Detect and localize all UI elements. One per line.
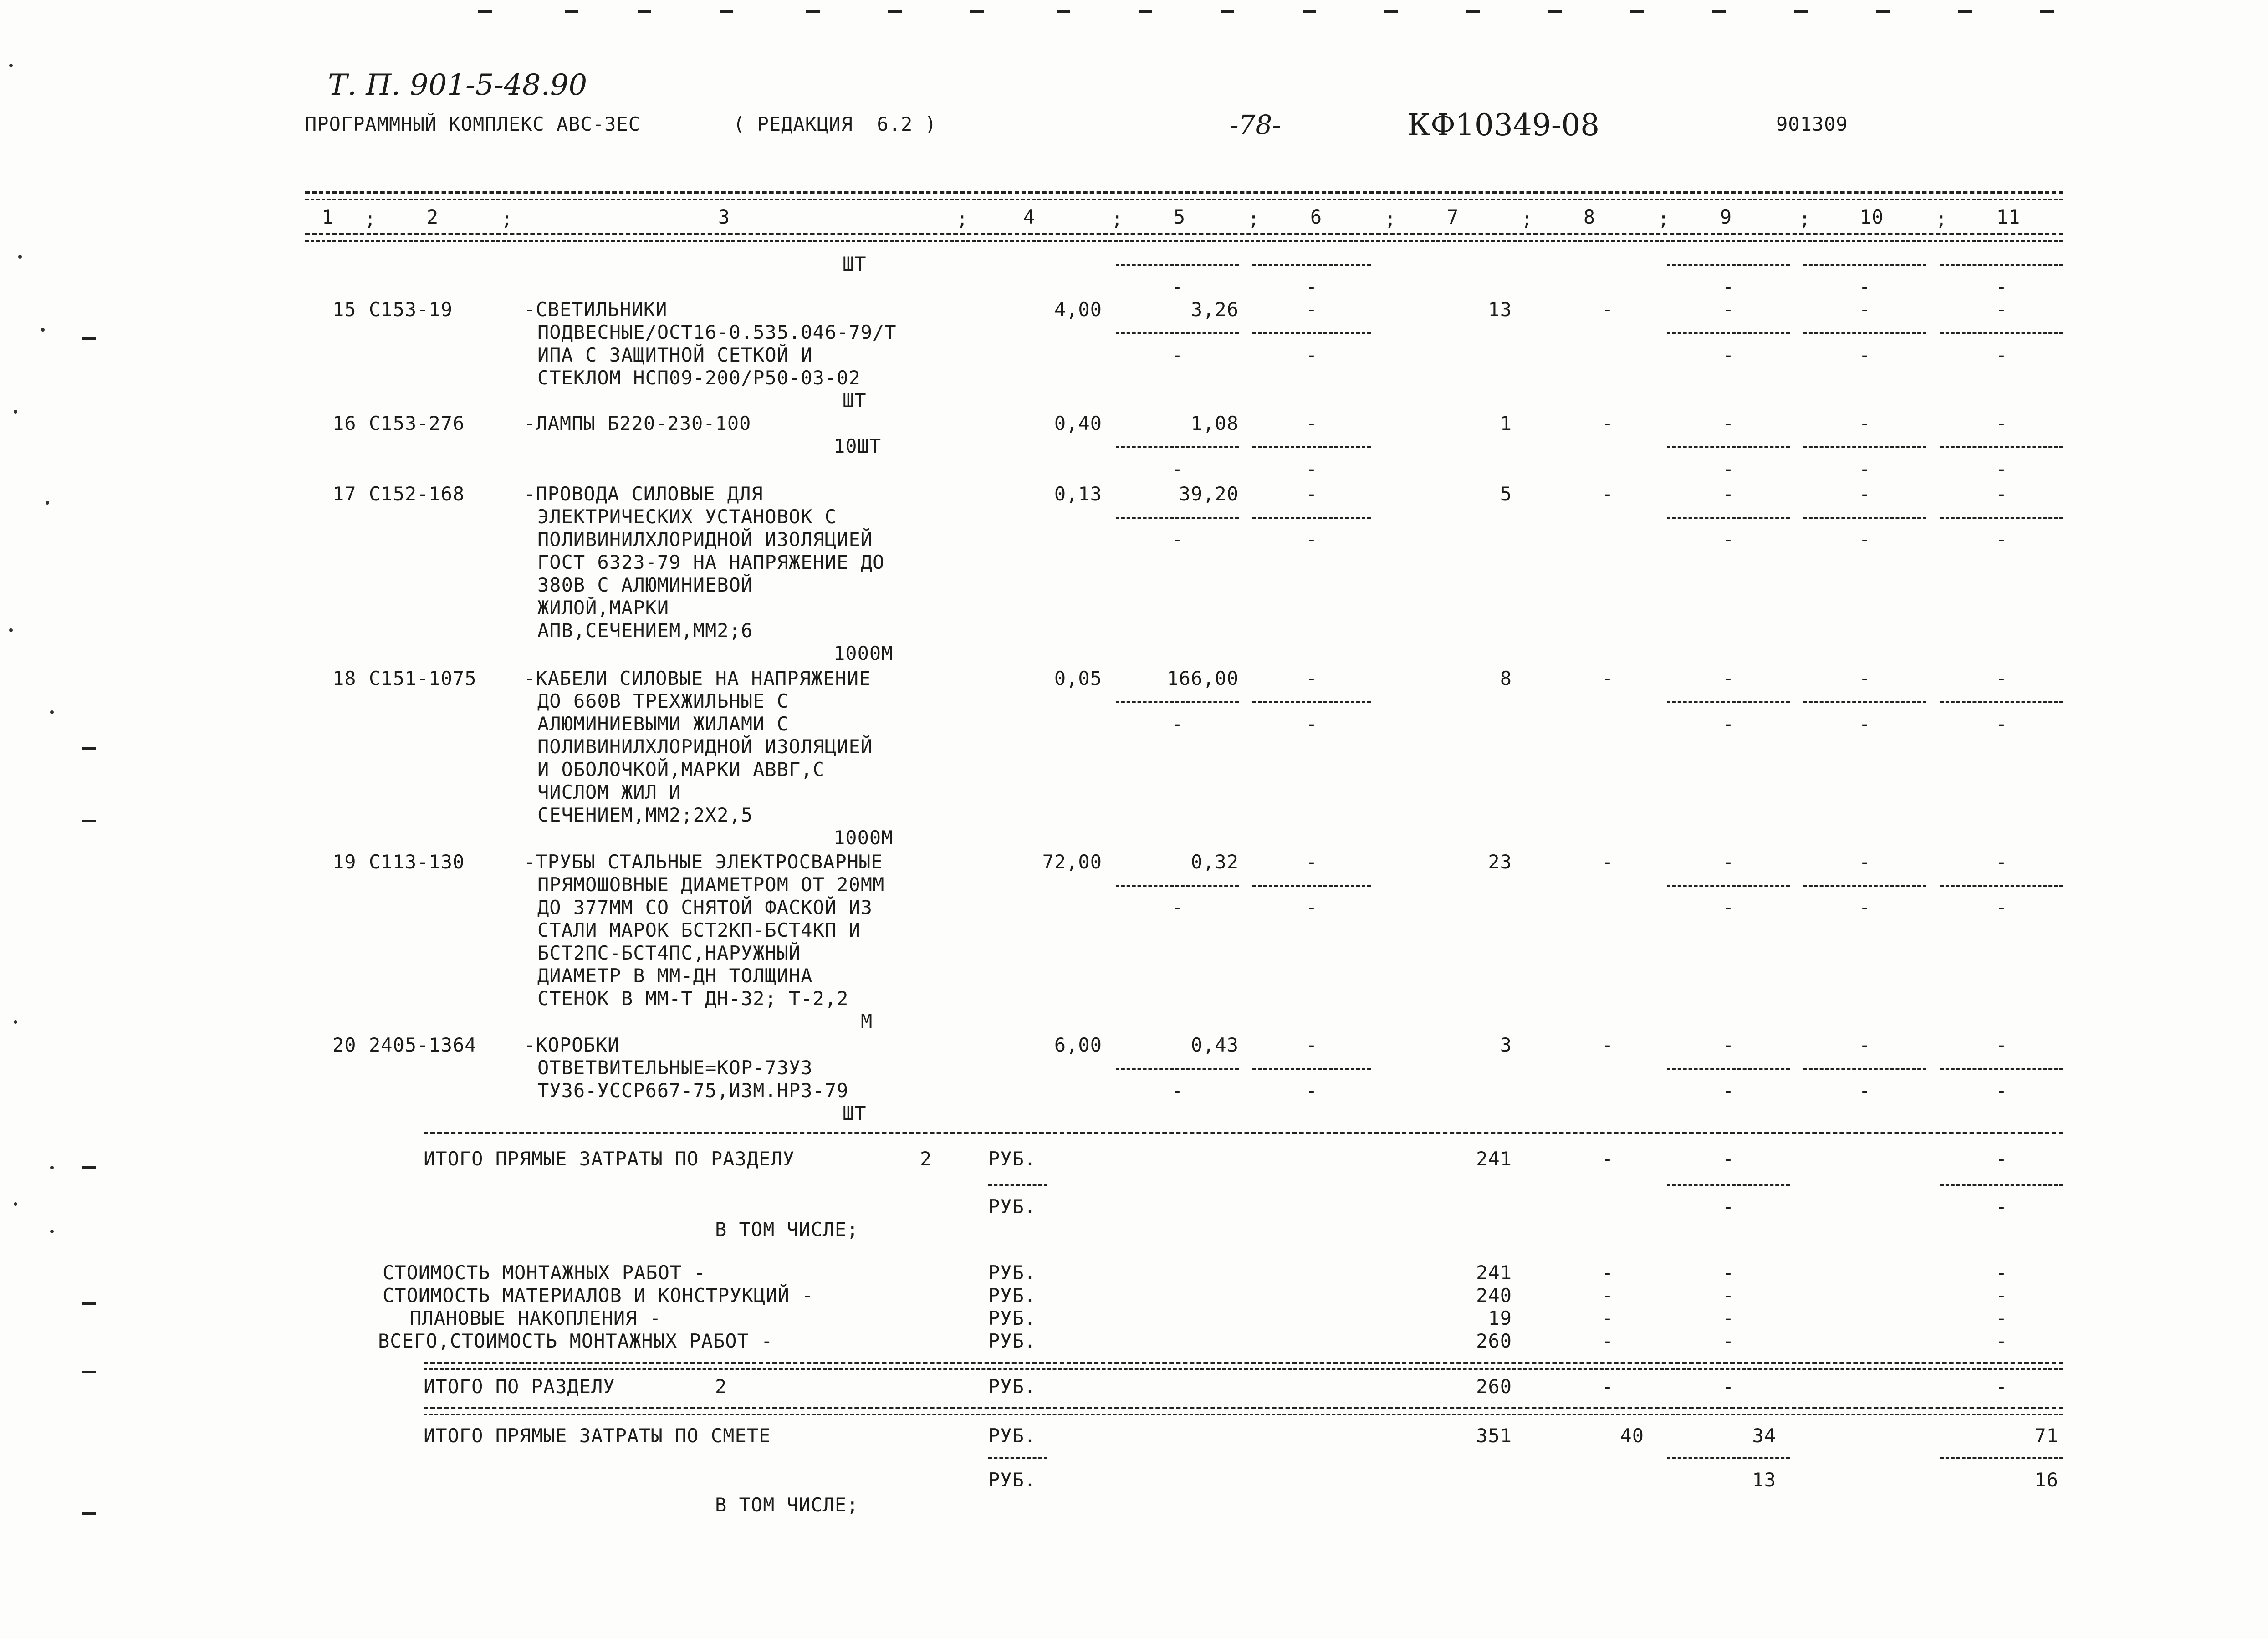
estimate-col9: 34 [1752,1425,1776,1447]
c11: - [1995,1330,2008,1352]
row-rule [1116,332,1239,334]
item-total: 8 [1500,667,1512,689]
row-rule [1252,446,1371,448]
c9: - [1722,1307,1735,1329]
item-qty: 0,40 [1054,412,1102,434]
section-rule2 [424,1368,2063,1370]
item-desc-line: ИПА С ЗАЩИТНОЙ СЕТКОЙ И [537,344,813,366]
c11-bottom: - [1995,896,2008,919]
c6: - [1305,667,1318,689]
c11: - [1995,851,2008,873]
c10-top: - [1859,458,1871,480]
item-desc-line: ОТВЕТВИТЕЛЬНЫЕ=КОР-73У3 [537,1057,813,1079]
rub-label: РУБ. [988,1195,1037,1218]
row-rule [1116,446,1239,448]
breakdown-label: СТОИМОСТЬ МОНТАЖНЫХ РАБОТ - [383,1261,706,1284]
c8: - [1601,412,1614,434]
c11-sub: - [1995,1195,2008,1218]
c11: - [1995,483,2008,505]
c8: - [1601,1330,1614,1352]
col-header-4: 4 [1023,206,1036,228]
c11-top: - [1995,276,2008,298]
row-rule [1803,1068,1926,1070]
section-total-value: 260 [1476,1375,1512,1398]
estimate-rule2 [424,1414,2063,1415]
item-desc-line: 380В С АЛЮМИНИЕВОЙ [537,574,753,596]
c9: - [1722,1261,1735,1284]
item-desc-line: И ОБОЛОЧКОЙ,МАРКИ АВВГ,С [537,758,825,781]
item-price: 0,43 [1190,1034,1239,1056]
item-no: 20 [332,1034,357,1056]
c11: - [1995,1284,2008,1307]
c5-bottom: - [1171,528,1184,551]
item-qty: 6,00 [1054,1034,1102,1056]
c10-bottom: - [1859,1079,1871,1102]
item-desc-line: ДИАМЕТР В ММ-ДН ТОЛЩИНА [537,965,813,987]
item-desc-line: ЭЛЕКТРИЧЕСКИХ УСТАНОВОК С [537,505,837,528]
row-rule [1116,517,1239,519]
top-rule-c9 [1667,264,1790,266]
item-code: С113-130 [369,851,465,873]
item-no: 19 [332,851,357,873]
sub-rule [988,1184,1047,1186]
row-rule [1940,1068,2063,1070]
row-rule [1667,446,1790,448]
c9-sub: - [1722,1195,1735,1218]
c9-bottom: - [1722,528,1735,551]
item-code: С152-168 [369,483,465,505]
direct-total: 241 [1476,1148,1512,1170]
c6: - [1305,483,1318,505]
row-rule [1940,517,2063,519]
c9-bottom: - [1722,1079,1735,1102]
item-desc-line: ПРЯМОШОВНЫЕ ДИАМЕТРОМ ОТ 20ММ [537,873,885,896]
item-desc-line: ПОЛИВИНИЛХЛОРИДНОЙ ИЗОЛЯЦИЕЙ [537,735,873,758]
c8: - [1601,667,1614,689]
item-code: 2405-1364 [369,1034,477,1056]
col-sep: ; [1111,208,1124,230]
c8: - [1601,1261,1614,1284]
c8: - [1601,483,1614,505]
col-header-2: 2 [426,206,439,228]
item-price: 0,32 [1190,851,1239,873]
rub-label: РУБ. [988,1375,1037,1398]
row-rule [1667,332,1790,334]
item-desc-line: ГОСТ 6323-79 НА НАПРЯЖЕНИЕ ДО [537,551,885,573]
row-rule [1116,701,1239,703]
item-desc-line: ТУ36-УССР667-75,ИЗМ.НР3-79 [537,1079,849,1102]
rub-label: РУБ. [988,1469,1037,1491]
c10-bottom: - [1859,344,1871,366]
item-price: 39,20 [1179,483,1239,505]
item-no: 15 [332,298,357,321]
col-header-5: 5 [1173,206,1186,228]
item-total: 5 [1500,483,1512,505]
row-rule [1803,885,1926,887]
rub-label: РУБ. [988,1261,1037,1284]
item-desc-line: -ЛАМПЫ Б220-230-100 [524,412,751,434]
breakdown-value: 240 [1476,1284,1512,1307]
row-rule [1252,332,1371,334]
c5-top: - [1171,458,1184,480]
c10-top: - [1859,276,1871,298]
item-unit: 1000М [833,827,894,849]
row-rule [1252,701,1371,703]
col-header-8: 8 [1583,206,1596,228]
row-rule [1667,1068,1790,1070]
col-header-9: 9 [1720,206,1732,228]
c11: - [1995,1307,2008,1329]
c11-bottom: - [1995,344,2008,366]
item-unit: ШТ [843,1102,867,1124]
row-rule [1667,885,1790,887]
row-rule [1116,1068,1239,1070]
item-desc-line: -ТРУБЫ СТАЛЬНЫЕ ЭЛЕКТРОСВАРНЫЕ [524,851,883,873]
col-header-1: 1 [322,206,334,228]
item-qty: 0,13 [1054,483,1102,505]
top-rule-c11 [1940,264,2063,266]
c6-top: - [1305,276,1318,298]
c9: - [1722,483,1735,505]
c8: - [1601,1034,1614,1056]
c9: - [1722,412,1735,434]
row-rule [1803,446,1926,448]
c11: - [1995,667,2008,689]
estimate-col11: 71 [2034,1425,2059,1447]
c6-bottom: - [1305,896,1318,919]
c11: - [1995,1375,2008,1398]
row-rule [1940,885,2063,887]
c5-bottom: - [1171,896,1184,919]
c9-top: - [1722,276,1735,298]
including-label: В ТОМ ЧИСЛЕ; [715,1218,859,1241]
sub-rule [1667,1457,1790,1459]
c5-bottom: - [1171,713,1184,735]
item-price: 3,26 [1190,298,1239,321]
estimate-col8: 40 [1620,1425,1644,1447]
estimate-col9-sub: 13 [1752,1469,1776,1491]
col-sep: ; [501,208,513,230]
item-total: 23 [1488,851,1512,873]
item-total: 3 [1500,1034,1512,1056]
item-desc-line: -ПРОВОДА СИЛОВЫЕ ДЛЯ [524,483,763,505]
rub-label: РУБ. [988,1148,1037,1170]
c10: - [1859,667,1871,689]
c9: - [1722,667,1735,689]
item-no: 16 [332,412,357,434]
c6-bottom: - [1305,528,1318,551]
handwritten-ref: Т. П. 901-5-48.90 [328,68,587,102]
col-sep: ; [956,208,969,230]
item-unit: М [861,1010,873,1032]
c11: - [1995,1148,2008,1170]
c11: - [1995,412,2008,434]
doc-code: КФ10349-08 [1407,107,1600,143]
item-unit: ШТ [843,389,867,412]
c6: - [1305,298,1318,321]
col-sep: ; [1658,208,1670,230]
c10-bottom: - [1859,713,1871,735]
top-rule-c6 [1252,264,1371,266]
c9-bottom: - [1722,896,1735,919]
item-desc-line: ДО 377ММ СО СНЯТОЙ ФАСКОЙ ИЗ [537,896,873,919]
c10: - [1859,298,1871,321]
item-qty: 4,00 [1054,298,1102,321]
c6: - [1305,1034,1318,1056]
c5-top: - [1171,276,1184,298]
col-sep: ; [1799,208,1811,230]
item-qty: 72,00 [1042,851,1102,873]
item-desc-line: СТЕНОК В ММ-Т ДН-32; Т-2,2 [537,987,849,1010]
item-desc-line: -СВЕТИЛЬНИКИ [524,298,668,321]
header-rule-bottom2 [305,240,2063,242]
col-sep: ; [364,208,377,230]
col-header-10: 10 [1859,206,1884,228]
item-desc-line: ПОЛИВИНИЛХЛОРИДНОЙ ИЗОЛЯЦИЕЙ [537,528,873,551]
breakdown-value: 260 [1476,1330,1512,1352]
c10: - [1859,851,1871,873]
c6-bottom: - [1305,1079,1318,1102]
col-sep: ; [1384,208,1397,230]
col-sep: ; [1936,208,1948,230]
item-unit: 10ШТ [833,435,882,457]
estimate-total-value: 351 [1476,1425,1512,1447]
top-rule-c5 [1116,264,1239,266]
item-unit: 1000М [833,642,894,664]
c8: - [1601,1375,1614,1398]
c10: - [1859,483,1871,505]
sub-rule [1940,1457,2063,1459]
item-desc-line: -КАБЕЛИ СИЛОВЫЕ НА НАПРЯЖЕНИЕ [524,667,871,689]
item-no: 17 [332,483,357,505]
c10: - [1859,1034,1871,1056]
row-rule [1667,701,1790,703]
c11-bottom: - [1995,713,2008,735]
item-desc-line: СТЕКЛОМ НСП09-200/Р50-03-02 [537,367,861,389]
item-desc-line: СТАЛИ МАРОК БСТ2КП-БСТ4КП И [537,919,861,941]
top-rule-c10 [1803,264,1926,266]
rub-label: РУБ. [988,1307,1037,1329]
top-unit: ШТ [843,253,867,275]
page-number: -78- [1230,109,1281,140]
program-edition: ( РЕДАКЦИЯ 6.2 ) [733,113,937,135]
row-rule [1803,332,1926,334]
program-title: ПРОГРАММНЫЙ КОМПЛЕКС АВС-3ЕС [305,113,641,135]
item-price: 166,00 [1167,667,1239,689]
row-rule [1116,885,1239,887]
item-desc-line: ПОДВЕСНЫЕ/ОСТ16-0.535.046-79/Т [537,321,897,343]
c6-bottom: - [1305,713,1318,735]
including-label: В ТОМ ЧИСЛЕ; [715,1494,859,1516]
c9: - [1722,1034,1735,1056]
direct-costs-label: ИТОГО ПРЯМЫЕ ЗАТРАТЫ ПО РАЗДЕЛУ [424,1148,795,1170]
item-total: 1 [1500,412,1512,434]
code-number: 901309 [1776,113,1848,135]
item-desc-line: СЕЧЕНИЕМ,ММ2;2Х2,5 [537,804,753,826]
c6: - [1305,412,1318,434]
c5-bottom: - [1171,344,1184,366]
col-header-6: 6 [1310,206,1323,228]
c6: - [1305,851,1318,873]
col-header-11: 11 [1996,206,2021,228]
breakdown-value: 19 [1488,1307,1512,1329]
item-desc-line: АПВ,СЕЧЕНИЕМ,ММ2;6 [537,619,753,642]
item-price: 1,08 [1190,412,1239,434]
sub-rule [1667,1184,1790,1186]
rub-label: РУБ. [988,1330,1037,1352]
c9-bottom: - [1722,713,1735,735]
item-code: С153-276 [369,412,465,434]
c5-bottom: - [1171,1079,1184,1102]
c9: - [1722,1375,1735,1398]
row-rule [1803,701,1926,703]
c11: - [1995,1261,2008,1284]
col-sep: ; [1248,208,1260,230]
section-number: 2 [715,1375,727,1398]
col-header-7: 7 [1446,206,1459,228]
c9-top: - [1722,458,1735,480]
item-desc-line: -КОРОБКИ [524,1034,620,1056]
breakdown-label: ПЛАНОВЫЕ НАКОПЛЕНИЯ - [410,1307,662,1329]
header-rule-top [305,191,2063,194]
section-number: 2 [920,1148,932,1170]
c9: - [1722,1330,1735,1352]
section-total-label: ИТОГО ПО РАЗДЕЛУ [424,1375,615,1398]
header-rule-bottom [305,233,2063,235]
item-code: С151-1075 [369,667,477,689]
header-rule-top2 [305,199,2063,200]
c8: - [1601,851,1614,873]
c11-bottom: - [1995,1079,2008,1102]
estimate-total-label: ИТОГО ПРЯМЫЕ ЗАТРАТЫ ПО СМЕТЕ [424,1425,771,1447]
sub-rule [988,1457,1047,1459]
c11-bottom: - [1995,528,2008,551]
item-desc-line: БСТ2ПС-БСТ4ПС,НАРУЖНЫЙ [537,942,801,964]
item-code: С153-19 [369,298,453,321]
c9: - [1722,851,1735,873]
item-no: 18 [332,667,357,689]
breakdown-value: 241 [1476,1261,1512,1284]
c11: - [1995,1034,2008,1056]
c8: - [1601,298,1614,321]
item-qty: 0,05 [1054,667,1102,689]
estimate-col11-sub: 16 [2034,1469,2059,1491]
row-rule [1940,701,2063,703]
sub-rule [1940,1184,2063,1186]
rub-label: РУБ. [988,1425,1037,1447]
c8: - [1601,1307,1614,1329]
item-desc-line: АЛЮМИНИЕВЫМИ ЖИЛАМИ С [537,713,789,735]
estimate-rule [424,1407,2063,1409]
c6-top: - [1305,458,1318,480]
c11-top: - [1995,458,2008,480]
row-rule [1667,517,1790,519]
col-sep: ; [1521,208,1533,230]
row-rule [1940,332,2063,334]
row-rule [1940,446,2063,448]
c9: - [1722,1148,1735,1170]
item-desc-line: ЖИЛОЙ,МАРКИ [537,597,669,619]
row-rule [1252,885,1371,887]
breakdown-label: ВСЕГО,СТОИМОСТЬ МОНТАЖНЫХ РАБОТ - [378,1330,773,1352]
row-rule [1803,517,1926,519]
section-rule [424,1362,2063,1364]
row-rule [1252,517,1371,519]
col-header-3: 3 [718,206,730,228]
c8: - [1601,1284,1614,1307]
c10-bottom: - [1859,896,1871,919]
c8: - [1601,1148,1614,1170]
row-rule [1252,1068,1371,1070]
item-desc-line: ЧИСЛОМ ЖИЛ И [537,781,681,803]
c10: - [1859,412,1871,434]
c9-bottom: - [1722,344,1735,366]
c9: - [1722,298,1735,321]
rub-label: РУБ. [988,1284,1037,1307]
c6-bottom: - [1305,344,1318,366]
item-total: 13 [1488,298,1512,321]
c9: - [1722,1284,1735,1307]
totals-rule-top [424,1132,2063,1134]
item-desc-line: ДО 660В ТРЕХЖИЛЬНЫЕ С [537,690,789,712]
c11: - [1995,298,2008,321]
breakdown-label: СТОИМОСТЬ МАТЕРИАЛОВ И КОНСТРУКЦИЙ - [383,1284,814,1307]
c10-bottom: - [1859,528,1871,551]
